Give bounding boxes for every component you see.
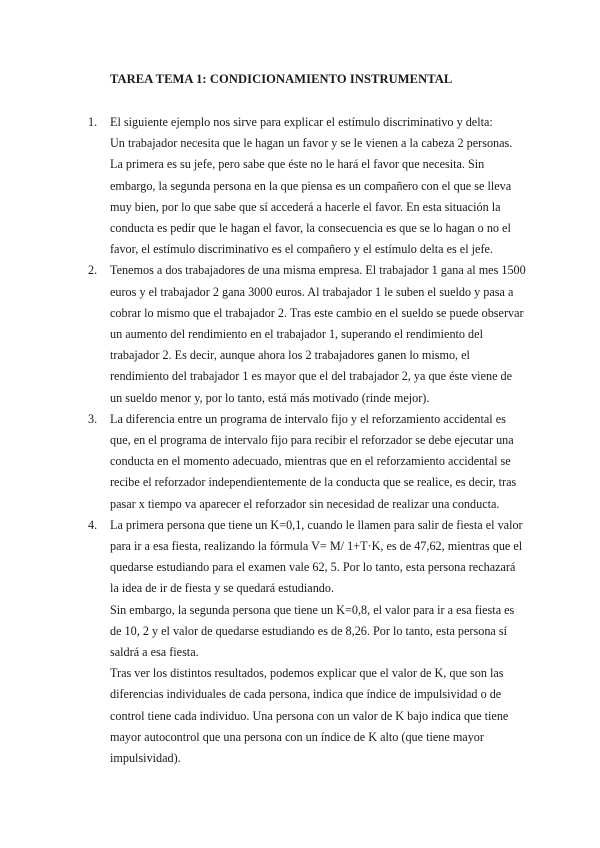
list-item — [88, 260, 526, 408]
paragraph: Tenemos a dos trabajadores de una misma empresa. El trabajador 1 gana al mes 1500 euros y el trabajador 2 gana 3000 euros. Al trabajador 1 le suben el sueldo y pasa a cobrar lo mismo que el trabajador 2. Tras este cambio en el sueldo se puede observar un aumento del rendimiento en el trabajador 1, superando el rendimiento del trabajador 2. Es decir, aunque ahora los 2 trabajadores ganen lo mismo, el rendimiento del trabajador 1 es mayor que el del trabajador 2, ya que éste viene de un sueldo menor y, por lo tanto, está más motivado (rinde mejor). — [110, 263, 526, 405]
list-number: 4. — [88, 517, 98, 532]
list-number: 1. — [88, 115, 98, 129]
paragraph: La primera persona que tiene un K=0,1, cuando le llamen para salir de fiesta el valor para ir a esa fiesta, realizando la fórmula V= M/ 1+T·K, es de 47,62, mientras que el quedarse estudiando para el examen vale 62, 5. Por lo tanto, esta persona rechazará la idea de ir de fiesta y se quedará estudiando. — [110, 517, 523, 596]
list-item — [88, 112, 526, 260]
list-item — [88, 515, 526, 769]
paragraph: Un trabajador necesita que le hagan un favor y se le vienen a la cabeza 2 personas. La primera es su jefe, pero sabe que éste no le hará el favor que necesita. Sin embargo, la segunda persona en la que piensa es un compañero con el que se lleva muy bien, por lo que sabe que sí accederá a hacerle el favor. En esta situación la conducta es pedir que le hagan el favor, la consecuencia es que se lo hagan o no el favor, el estímulo discriminativo es el compañero y el estímulo delta es el jefe. — [110, 136, 513, 257]
paragraph: Tras ver los distintos resultados, podemos explicar que el valor de K, que son las diferencias individuales de cada persona, indica que índice de impulsividad o de control tiene cada individuo. Una persona con un valor de K bajo indica que tiene mayor autocontrol que una persona con un índice de K alto (que tiene mayor impulsividad). — [110, 666, 509, 766]
list-item — [88, 409, 526, 515]
document-title: TAREA TEMA 1: CONDICIONAMIENTO INSTRUMENTAL — [110, 72, 453, 86]
numbered-list — [88, 112, 526, 769]
paragraph: Sin embargo, la segunda persona que tiene un K=0,8, el valor para ir a esa fiesta es de 10, 2 y el valor de quedarse estudiando es de 8,26. Por lo tanto, esta persona sí saldrá a esa fiesta. — [110, 602, 515, 660]
list-number: 2. — [88, 263, 98, 278]
list-number: 3. — [88, 411, 98, 426]
paragraph: El siguiente ejemplo nos sirve para explicar el estímulo discriminativo y delta: — [110, 115, 493, 129]
paragraph: La diferencia entre un programa de intervalo fijo y el reforzamiento accidental es que, en el programa de intervalo fijo para recibir el reforzador se debe ejecutar una conducta en el momento adecuado, mientras que en el reforzamiento accidental se recibe el reforzador independientemente de la conducta que se realice, es decir, tras pasar x tiempo va aparecer el reforzador sin necesidad de realizar una conducta. — [110, 411, 517, 511]
